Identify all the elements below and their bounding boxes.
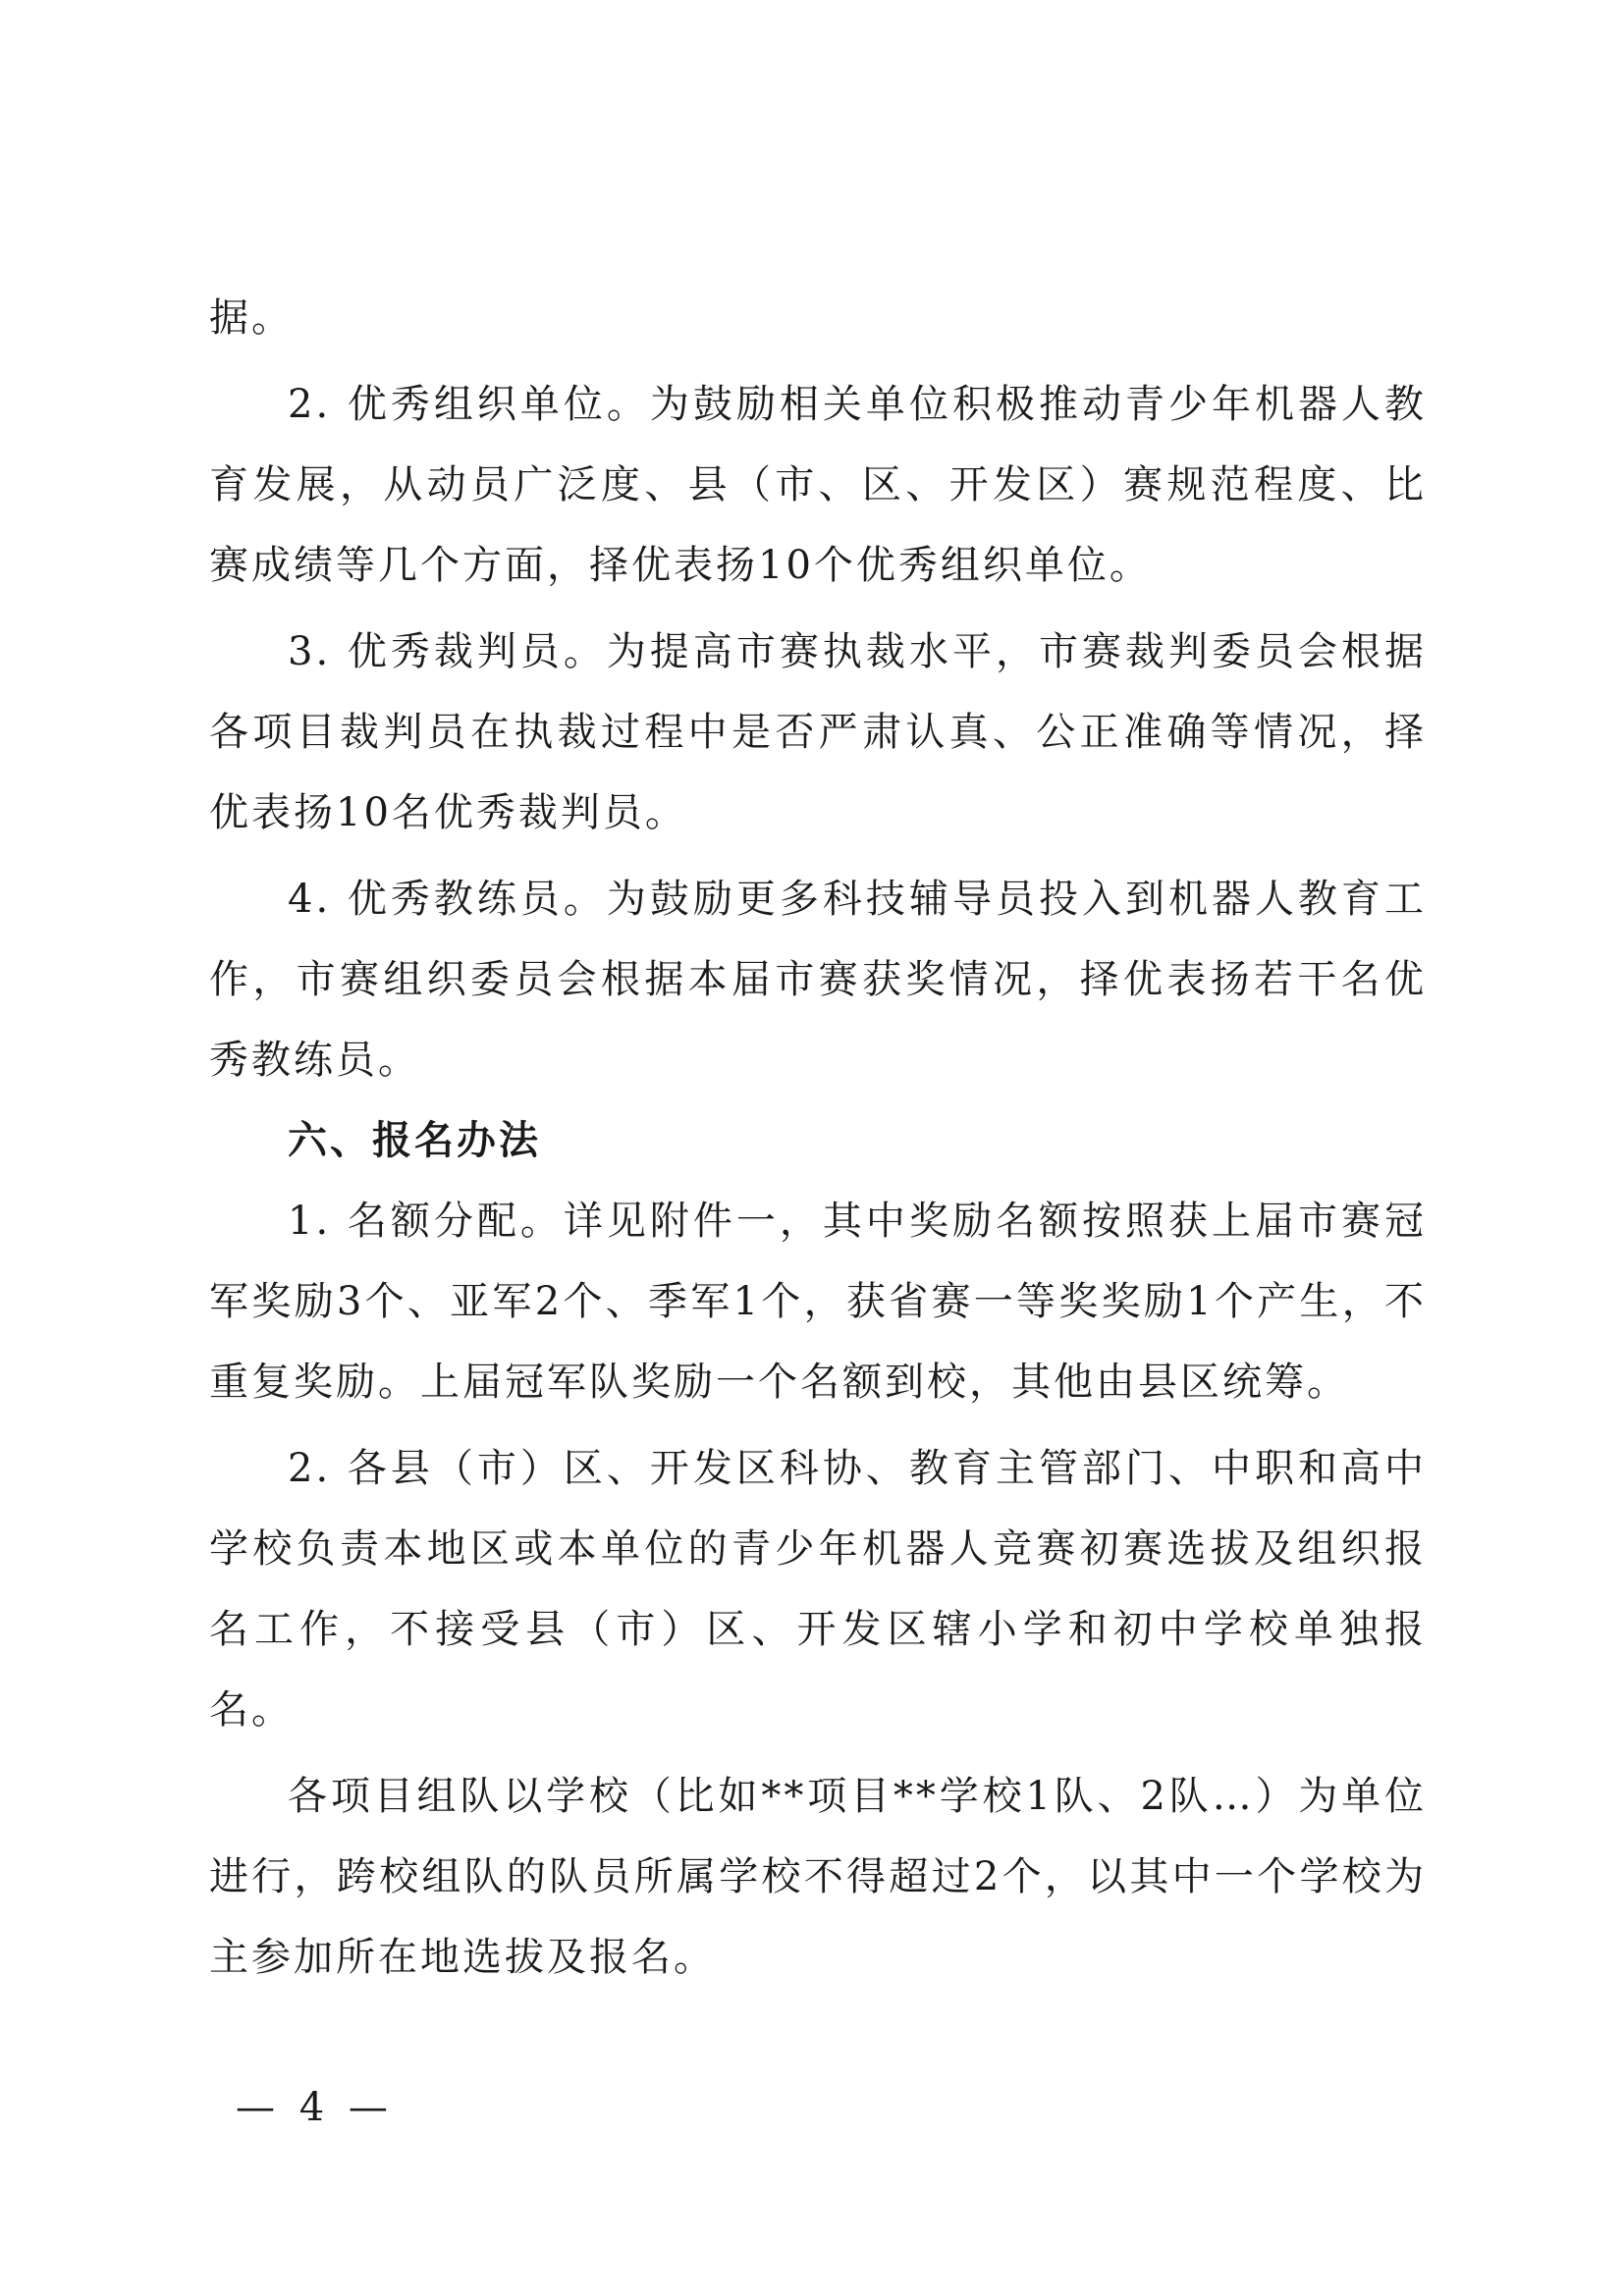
paragraph-outstanding-referees: 3. 优秀裁判员。为提高市赛执裁水平，市赛裁判委员会根据各项目裁判员在执裁过程中是否严肃认真、公正准确等情况，择优表扬10名优秀裁判员。: [209, 629, 1427, 835]
paragraph-outstanding-coaches: 4. 优秀教练员。为鼓励更多科技辅导员投入到机器人教育工作，市赛组织委员会根据本届市赛获奖情况，择优表扬若干名优秀教练员。: [209, 877, 1427, 1083]
paragraph-quota-allocation: 1. 名额分配。详见附件一，其中奖励名额按照获上届市赛冠军奖励3个、亚军2个、季军1个，获省赛一等奖奖励1个产生，不重复奖励。上届冠军队奖励一个名额到校，其他由县区统筹。: [209, 1199, 1427, 1405]
paragraph-team-formation: 各项目组队以学校（比如**项目**学校1队、2队…）为单位进行，跨校组队的队员所属学校不得超过2个，以其中一个学校为主参加所在地选拔及报名。: [209, 1774, 1427, 1980]
paragraph-outstanding-organizers: 2. 优秀组织单位。为鼓励相关单位积极推动青少年机器人教育发展，从动员广泛度、县（市、区、开发区）赛规范程度、比赛成绩等几个方面，择优表扬10个优秀组织单位。: [209, 382, 1427, 588]
section-heading-registration: 六、报名办法: [288, 1118, 541, 1163]
document-body: [209, 278, 1427, 1998]
page-number: — 4 —: [236, 2085, 394, 2130]
paragraph-continuation: 据。: [209, 295, 294, 341]
paragraph-registration-responsibility: 2. 各县（市）区、开发区科协、教育主管部门、中职和高中学校负责本地区或本单位的青少年机器人竞赛初赛选拔及组织报名工作，不接受县（市）区、开发区辖小学和初中学校单独报名。: [209, 1446, 1427, 1733]
